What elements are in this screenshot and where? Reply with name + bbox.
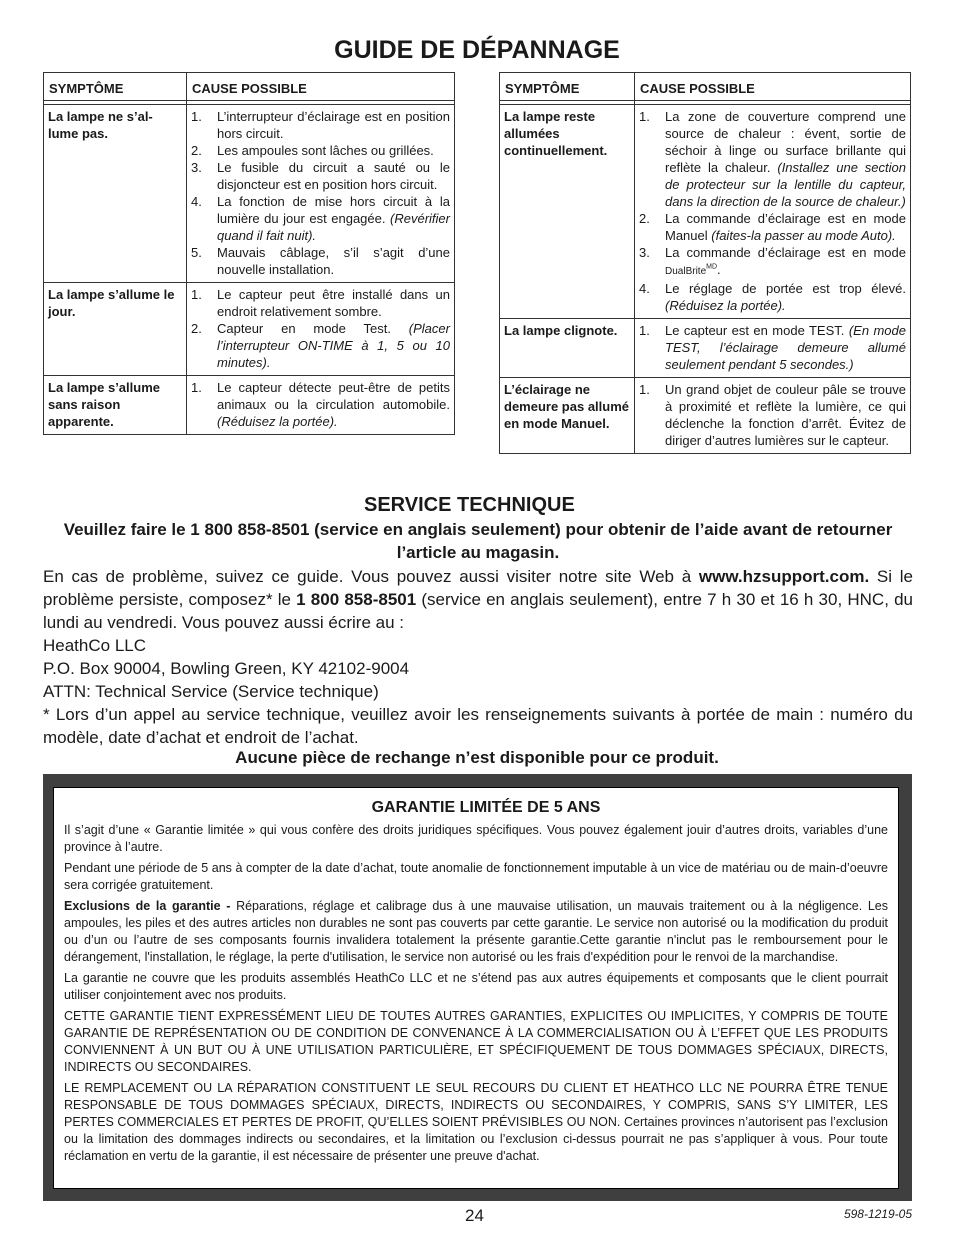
cause-item: 3. La commande d’éclairage est en mode DualBrite$^{MD}$. [639, 245, 906, 277]
cause-cell [635, 319, 911, 378]
phone-number: 1 800 858-8501 [296, 590, 417, 609]
table-header-row [500, 73, 911, 101]
cause-header: CAUSE POSSIBLE [635, 73, 911, 101]
service-note: * Lors d’un appel au service technique, veuillez avoir les renseignements suivants à portée de main : numéro du modèle, date d’achat et endroit de l’achat. [43, 705, 913, 747]
address-line: HeathCo LLC [43, 636, 147, 655]
cause-item: 2. Capteur en mode Test. (Placer l’interrupteur ON-TIME à 1, 5 ou 10 minutes). [191, 321, 450, 370]
warranty-paragraph: La garantie ne couvre que les produits assemblés HeathCo LLC et ne s’étend pas aux autres équipements et composants que le client pourrait utiliser conjointement avec nos produits. [64, 971, 888, 1002]
cause-header: CAUSE POSSIBLE [187, 73, 455, 101]
warranty-box [53, 787, 899, 1189]
service-paragraph: En cas de problème, suivez ce guide. Vous pouvez aussi visiter notre site Web à www.hzsupport.com. Si le problème persiste, composez* le 1 800 858-8501 (service en anglais seulement), entre 7 h 30 et 16 h 30, HNC, du lundi au vendredi. Vous pouvez aussi écrire au : [43, 567, 914, 632]
cause-item: 1. Le capteur est en mode TEST. (En mode TEST, l’éclairage demeure allumé seulement pendant 5 secondes.) [639, 323, 906, 372]
symptom-cell: La lampe s’allume sans raison apparente. [44, 376, 187, 435]
cause-item: 1. La zone de couverture comprend une source de chaleur : évent, sortie de séchoir à linge ou surface brillante qui reflète la chaleur. (Installez une section de protecteur sur la lentille du capteur, dans la direction de la source de chaleur.) [639, 109, 906, 209]
cause-cell [635, 105, 911, 319]
symptom-cell: La lampe clignote. [500, 319, 635, 378]
table-row [44, 376, 455, 435]
table-header-row [44, 73, 455, 101]
table-row [44, 283, 455, 376]
table-row [44, 105, 455, 283]
cause-item: 4. Le réglage de portée est trop élevé. (Réduisez la portée). [639, 281, 906, 313]
table-row [500, 378, 911, 454]
cause-item: 1. Le capteur peut être installé dans un endroit relativement sombre. [191, 287, 450, 319]
warranty-paragraph: Il s’agit d’une « Garantie limitée » qui vous confère des droits juridiques spécifiques. Vous pouvez également jouir d’autres droits, variables d’une province à l’autre. [64, 823, 888, 854]
table-row [500, 105, 911, 319]
cause-cell [187, 283, 455, 376]
cause-cell [187, 376, 455, 435]
cause-item: 1. L’interrupteur d’éclairage est en position hors circuit. [191, 109, 450, 141]
warranty-disclaimer: CETTE GARANTIE TIENT EXPRESSÉMENT LIEU DE TOUTES AUTRES GARANTIES, EXPLICITES OU IMPLICITES, Y COMPRIS DE TOUTE GARANTIE DE REPRÉSENTATION OU DE CONDITION DE CONVENANCE À LA COMMERCIALISATION OU À L’EFFET QUE LES PRODUITS CONVIENNENT À UN BUT OU À UNE UTILISATION PARTICULIÈRE, ET SPÉCIFIQUEMENT DE TOUS DOMMAGES SPÉCIAUX, DIRECTS, INDIRECTS OU SECONDAIRES. [64, 1009, 888, 1074]
troubleshooting-table-right [499, 72, 911, 454]
warranty-heading: GARANTIE LIMITÉE DE 5 ANS [371, 799, 601, 816]
symptom-cell: La lampe reste allumées continuellement. [500, 105, 635, 319]
warranty-remedy: LE REMPLACEMENT OU LA RÉPARATION CONSTITUENT LE SEUL RECOURS DU CLIENT ET HEATHCO LLC NE POURRA ÊTRE TENUE RESPONSABLE DE TOUS DOMMAGES SPÉCIAUX, DIRECTS, INDIRECTS OU SECONDAIRES, Y COMPRIS, SANS S’Y LIMITER, LES PERTES COMMERCIALES ET PERTES DE PROFIT, QU’ELLES SOIENT PRÉVISIBLES OU NON. Certaines provinces n’autorisent pas l’exclusion ou la limitation des dommages indirects ou secondaires, et la limitation ou l’exclusion ci-dessus pourrait ne pas s’appliquer à vous. Pour toute réclamation en vertu de la garantie, il est nécessaire de présenter une preuve d'achat. [64, 1081, 888, 1163]
page-title: GUIDE DE DÉPANNAGE [334, 36, 620, 64]
warranty-paragraph: Pendant une période de 5 ans à compter de la date d’achat, toute anomalie de fonctionnement imputable à un vice de matériau ou de main-d’oeuvre sera corrigée gratuitement. [64, 861, 888, 892]
cause-cell [187, 105, 455, 283]
document-code: 598-1219-05 [843, 1207, 912, 1221]
page-number: 24 [465, 1206, 484, 1225]
cause-item: 1. Le capteur détecte peut-être de petits animaux ou la circulation automobile. (Réduisez la portée). [191, 380, 450, 429]
troubleshooting-table-left [43, 72, 455, 435]
symptom-cell: L’éclairage ne demeure pas allumé en mode Manuel. [500, 378, 635, 454]
symptom-cell: La lampe s’allume le jour. [44, 283, 187, 376]
warranty-exclusions: Exclusions de la garantie - Réparations, réglage et calibrage dus à une mauvaise utilisation, un mauvais traitement ou à la négligence. Les ampoules, les piles et des autres articles non durables ne sont pas couverts par cette garantie. Le service non autorisé ou la modification du produit ou d’un ou l’autre de ses composants fournis invalidera totalement la présente garantie.Cette garantie n'inclut pas le remboursement pour le dérangement, l'installation, le réglage, la perte d'utilisation, le service non autorisé ou les frais d'expédition pour le renvoi de la marchandise. [64, 899, 888, 964]
address-line: ATTN: Technical Service (Service technique) [43, 682, 379, 701]
cause-item: 3. Le fusible du circuit a sauté ou le disjoncteur est en position hors circuit. [191, 160, 450, 192]
symptom-cell: La lampe ne s’al-lume pas. [44, 105, 187, 283]
cause-item: 2. Les ampoules sont lâches ou grillées. [191, 143, 434, 158]
service-notice: Veuillez faire le 1 800 858-8501 (service en anglais seulement) pour obtenir de l’aide avant de retourner l’article au magasin. [63, 520, 893, 562]
website-link: www.hzsupport.com. [698, 567, 870, 586]
cause-item: 2. La commande d’éclairage est en mode Manuel (faites-la passer au mode Auto). [639, 211, 906, 243]
cause-item: 1. Un grand objet de couleur pâle se trouve à proximité et reflète la lumière, ce qui déclenche la fonction d’arrêt. Évitez de diriger d’autres lumières sur le capteur. [639, 382, 906, 448]
cause-item: 4. La fonction de mise hors circuit à la lumière du jour est engagée. (Revérifier quand il fait nuit). [191, 194, 450, 243]
cause-cell [635, 378, 911, 454]
parts-notice: Aucune pièce de rechange n’est disponible pour ce produit. [235, 748, 719, 767]
table-row [500, 319, 911, 378]
address-line: P.O. Box 90004, Bowling Green, KY 42102-9004 [43, 659, 410, 678]
cause-item: 5. Mauvais câblage, s’il s’agit d’une nouvelle installation. [191, 245, 450, 277]
symptom-header: SYMPTÔME [500, 73, 635, 101]
service-heading: SERVICE TECHNIQUE [364, 494, 575, 516]
symptom-header: SYMPTÔME [44, 73, 187, 101]
